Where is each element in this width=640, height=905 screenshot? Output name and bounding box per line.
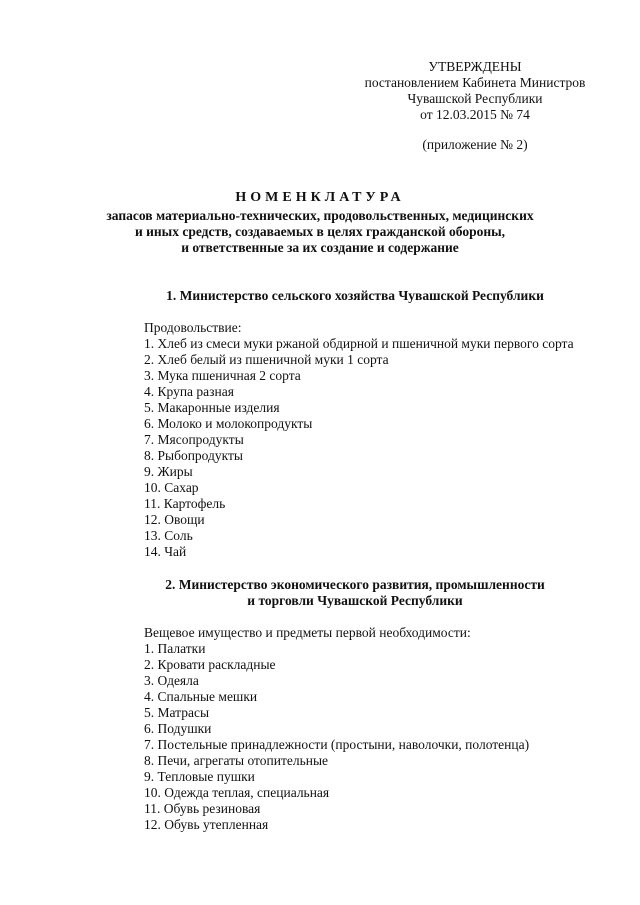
section-heading-line: 1. Министерство сельского хозяйства Чувашской Республики bbox=[166, 288, 544, 303]
approval-issuer-line: постановлением Кабинета Министров bbox=[364, 75, 586, 90]
list-item: 12. Овощи bbox=[144, 512, 205, 527]
appendix-label: (приложение № 2) bbox=[422, 137, 528, 152]
list-item: 10. Сахар bbox=[144, 480, 199, 495]
section-intro: Продовольствие: bbox=[144, 320, 242, 335]
approval-block bbox=[330, 59, 620, 153]
document-subtitle-line: запасов материально-технических, продовольственных, медицинских bbox=[106, 208, 534, 223]
list-item: 9. Жиры bbox=[144, 464, 193, 479]
section-1-heading bbox=[0, 288, 640, 304]
section-heading-line: 2. Министерство экономического развития, промышленности bbox=[165, 577, 545, 592]
list-item: 9. Тепловые пушки bbox=[144, 769, 255, 784]
list-item: 10. Одежда теплая, специальная bbox=[144, 785, 330, 800]
section-1-list bbox=[144, 320, 614, 560]
document-title: НОМЕНКЛАТУРА bbox=[235, 190, 405, 205]
list-item: 8. Печи, агрегаты отопительные bbox=[144, 753, 329, 768]
document-title-block bbox=[0, 190, 640, 256]
list-item: 5. Матрасы bbox=[144, 705, 210, 720]
list-item: 6. Молоко и молокопродукты bbox=[144, 416, 313, 431]
item-list bbox=[144, 641, 614, 833]
approval-republic-line: Чувашской Республики bbox=[407, 91, 543, 106]
list-item: 1. Хлеб из смеси муки ржаной обдирной и пшеничной муки первого сорта bbox=[144, 336, 574, 351]
list-item: 4. Крупа разная bbox=[144, 384, 234, 399]
list-item: 7. Мясопродукты bbox=[144, 432, 244, 447]
list-item: 8. Рыбопродукты bbox=[144, 448, 244, 463]
section-2-list bbox=[144, 625, 614, 833]
document-subtitle-line: и ответственные за их создание и содержание bbox=[181, 240, 459, 255]
list-item: 14. Чай bbox=[144, 544, 187, 559]
list-item: 4. Спальные мешки bbox=[144, 689, 258, 704]
section-heading-line: и торговли Чувашской Республики bbox=[247, 593, 463, 608]
section-intro: Вещевое имущество и предметы первой необходимости: bbox=[144, 625, 471, 640]
item-list bbox=[144, 336, 614, 560]
list-item: 3. Одеяла bbox=[144, 673, 199, 688]
list-item: 11. Обувь резиновая bbox=[144, 801, 261, 816]
list-item: 6. Подушки bbox=[144, 721, 212, 736]
approval-date-number: от 12.03.2015 № 74 bbox=[420, 107, 530, 122]
list-item: 13. Соль bbox=[144, 528, 193, 543]
list-item: 3. Мука пшеничная 2 сорта bbox=[144, 368, 301, 383]
list-item: 2. Хлеб белый из пшеничной муки 1 сорта bbox=[144, 352, 389, 367]
list-item: 11. Картофель bbox=[144, 496, 226, 511]
list-item: 5. Макаронные изделия bbox=[144, 400, 280, 415]
list-item: 2. Кровати раскладные bbox=[144, 657, 276, 672]
section-2-heading bbox=[0, 577, 640, 609]
approval-heading: УТВЕРЖДЕНЫ bbox=[428, 59, 522, 74]
list-item: 7. Постельные принадлежности (простыни, наволочки, полотенца) bbox=[144, 737, 530, 752]
list-item: 12. Обувь утепленная bbox=[144, 817, 269, 832]
list-item: 1. Палатки bbox=[144, 641, 206, 656]
document-subtitle-line: и иных средств, создаваемых в целях гражданской обороны, bbox=[134, 224, 506, 239]
